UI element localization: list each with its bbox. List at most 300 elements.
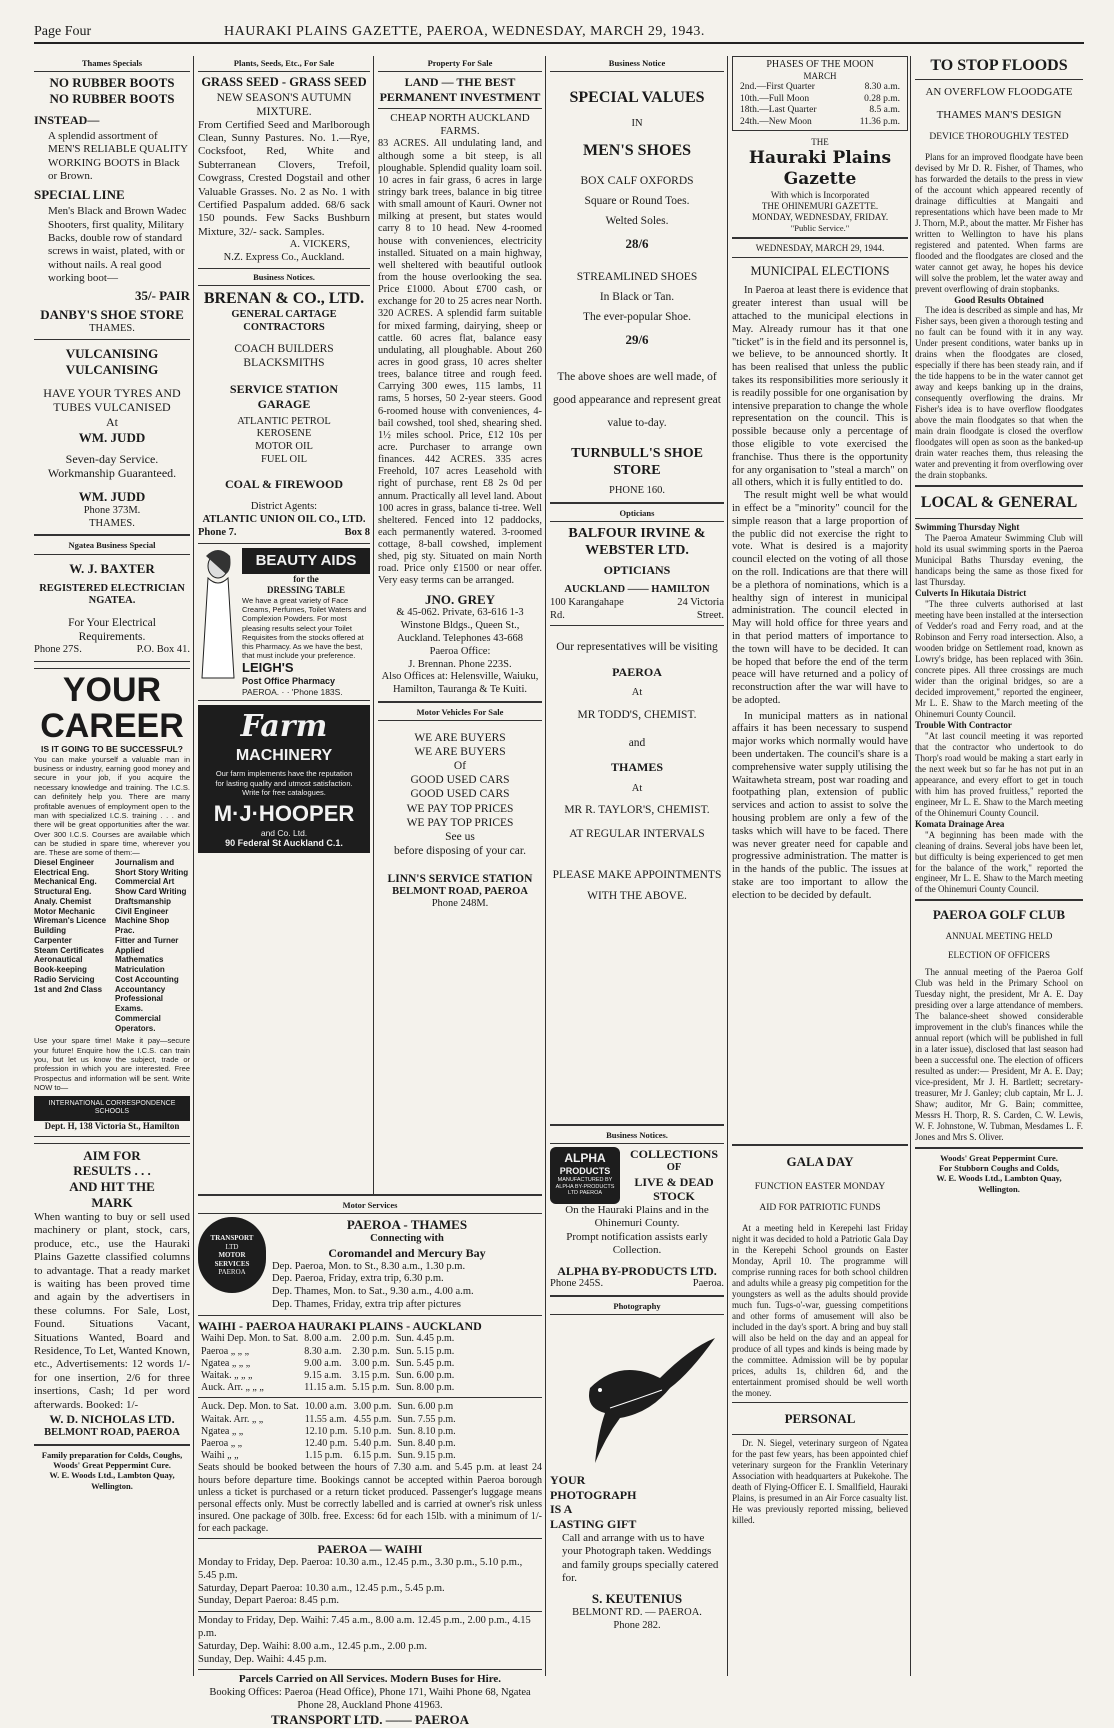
masthead-the: THE <box>811 137 829 148</box>
ad-text: On the Hauraki Plains and in the Ohinemuri County. <box>565 1204 709 1230</box>
ad-text: Of <box>453 760 467 773</box>
timetable-row <box>198 1450 459 1462</box>
ad-subhead: COAL & FIREWOOD <box>224 476 343 491</box>
ad-text: BOX CALF OXFORDS <box>580 175 694 188</box>
ad-text: Booking Offices: Paeroa (Head Office), Phone 171, Waihi Phone 68, Ngatea Phone 28, Auckland Phone 41963. <box>209 1686 531 1711</box>
moon-cell: 8.30 a.m. <box>864 82 900 93</box>
timetable-cell: 5.40 p.m. <box>353 1437 392 1449</box>
career-text: Use your spare time! Make it pay—secure your future! Enquire how the I.C.S. can train you, but let us know the subject, trade or profession in which you are interested. Free Prospectus and information will be sent. Write NOW to— <box>34 1036 190 1093</box>
timetable-cell: 2.00 p.m. <box>352 1333 390 1345</box>
advertiser-name: ALPHA BY-PRODUCTS LTD. <box>557 1263 717 1278</box>
route-sub: Connecting with <box>370 1233 444 1245</box>
page-number: Page Four <box>34 24 92 39</box>
moon-row <box>737 94 903 106</box>
route-row: Dep. Thames, Friday, extra trip after pictures <box>272 1299 461 1311</box>
course-item: Cost Accounting <box>115 974 179 984</box>
article-headline: PERSONAL <box>784 1410 856 1426</box>
divider <box>198 1397 542 1398</box>
course-item: Motor Mechanic <box>34 906 95 916</box>
ad-text: Call and arrange with us to have your Photograph taken. Weddings and family groups specially catered for. <box>562 1531 719 1584</box>
article-text: "At last council meeting it was reported that the contractor who undertook to do Thorp's road would be making a start early in the next week but so far he has not put in an appearance, and every effort to get in touch with him has proved fruitless," reported the engineer, Mr L. E. Shaw to the March meeting of the Ohinemuri County Council. <box>915 730 1083 818</box>
timetable-cell: 2.30 p.m. <box>352 1345 390 1357</box>
timetable-row <box>198 1414 459 1426</box>
article-text: In Paeroa at least there is evidence that greater interest than usual will be attached to the municipal elections in May. Already rumour has it that one "ticket" is in the field and its personnel is, we believe, to be announced shortly. It has been realised that unless the public takes its responsibilities more seriously it is readily possible for one organisation by intensive preparation to change the whole representation on the council. This is possible because only a percentage of those eligible to vote exercised the franchise. Thus there is the opportunity for any organisation to "steal a march" on all others, which it is fully entitled to do. <box>732 285 908 489</box>
course-list <box>34 858 190 1034</box>
timetable-cell: 12.40 p.m. <box>304 1437 348 1449</box>
logo-text: PAEROA <box>218 1268 246 1277</box>
column-6 <box>915 56 1083 1676</box>
course-item: Accountancy <box>115 984 166 994</box>
advertiser-address: BELMONT RD. — PAEROA. <box>572 1607 702 1619</box>
advertiser-name: LEIGH'S <box>242 660 294 676</box>
column-4-lower <box>550 1120 724 1676</box>
advertiser-name: JNO. GREY <box>424 591 496 607</box>
ad-text: MOTOR OIL <box>255 441 313 453</box>
ad-headline: NO RUBBER BOOTS <box>49 91 175 107</box>
divider <box>198 1213 542 1214</box>
advertiser-name: W. J. BAXTER <box>69 560 155 576</box>
ad-text: When wanting to buy or sell used machinery or plant, stock, cars, produce, etc., use the Hauraki Plains Gazette classified columns to advantage. That a ready market is waiting has been proved time and again by the advertisers in these columns. For Sale, Lost, Found. Situations Vacant, Situations Wanted, Board and Residence, To Let, Wanted Known, etc., Advertisements: 12 words 1/- for one insertion, 2/6 for three insertions, Cash; 1d per word afterwards. Booked: 1/- <box>34 1211 190 1411</box>
ad-text: Our farm implements have the reputation for lasting quality and utmost satisfaction. Write for free catalogues. <box>215 769 353 797</box>
location: THAMES. <box>89 517 135 529</box>
article-text: The result might well be what would in effect be a "minority" council for the simple reason that a large proportion of the public did not exercise the right to vote. What is desired is a majority council elected on the voting of all those on the roll. Indications are that there will be a plethora of nominations, which is a healthy sign of interest in municipal administration. The council elected in May will hold office for three years and in that period matters of importance to the town will have to be decided. It can be hoped that before the end of the term peace will have returned and a policy of reconstruction after the war will have to be adopted. <box>732 490 908 706</box>
timetable-cell: 11.55 a.m. <box>304 1413 347 1425</box>
advertiser-name: A. VICKERS, <box>289 239 350 251</box>
course-item: Building <box>34 926 66 936</box>
section-head: Photography <box>613 1301 661 1312</box>
ad-text: & 45-062. Private, 63-616 1-3 Winstone Bldgs., Queen St., Auckland. Telephones 43-668 <box>396 607 524 645</box>
divider <box>198 1194 542 1196</box>
moon-cell: 0.28 p.m. <box>864 93 900 104</box>
column-3 <box>378 56 542 1196</box>
timetable-cell: 3.00 p.m. <box>353 1401 392 1413</box>
course-item: Analy. Chemist <box>34 896 92 906</box>
ad-text: Seven-day Service. <box>65 451 159 466</box>
ad-headline: GRASS SEED - GRASS SEED <box>201 75 367 90</box>
divider <box>34 554 190 555</box>
article-text: At a meeting held in Kerepehi last Friday night it was decided to hold a Patriotic Gala Day in the Kerepehi School grounds on Easter Monday, April 10. The programme will comprise running races for both school children and adults while a greasy pig competition for the youngsters as well as the adults should provide much fun. Tugs-o'-war, guessing competitions and other forms of amusement will also be included in the day's sport. A bring and buy stall will also be held on the day and an appeal for produce of all types and kinds is being made by the committee. Admission will be by popular prices, adults 1s, children 6d, and the entertainment promised should be well worth the money. <box>732 1223 908 1398</box>
advertiser-name: BRENAN & CO., LTD. <box>203 290 365 308</box>
divider <box>732 1434 908 1435</box>
ad-text: Our representatives will be visiting <box>556 641 718 654</box>
route-times: Sunday, Depart Paeroa: 8.45 p.m. <box>198 1595 340 1607</box>
section-head: Business Notice <box>608 58 666 68</box>
section-head: Thames Specials <box>81 58 143 68</box>
ad-text: ATLANTIC PETROL <box>237 415 331 427</box>
ad-headline: LIVE & DEAD <box>634 1174 714 1189</box>
timetable-cell: 5.10 p.m. <box>353 1425 392 1437</box>
logo-text: LTD <box>225 1242 239 1251</box>
moon-box <box>732 56 908 131</box>
address: 100 Karangahape Rd. <box>550 596 624 621</box>
ad-text: AUCKLAND —— HAMILTON <box>564 584 710 596</box>
masthead-text: THE OHINEMURI GAZETTE. <box>761 200 879 211</box>
moon-row <box>737 117 903 129</box>
ad-text: At <box>631 782 643 794</box>
timetable-row <box>198 1333 457 1345</box>
advertiser-name: TURNBULL'S SHOE STORE <box>571 446 703 479</box>
course-item: Fitter and Turner <box>115 935 179 945</box>
divider <box>732 237 908 239</box>
divider <box>550 1143 724 1144</box>
timetable-row <box>198 1401 459 1413</box>
article-subhead: Good Results Obtained <box>954 294 1044 305</box>
divider <box>198 1611 542 1612</box>
logo-text: MOTOR SERVICES <box>214 1251 250 1268</box>
phone: Phone 7. <box>198 527 237 539</box>
farm-machinery-ad <box>198 705 370 853</box>
masthead-text: With which is Incorporated <box>770 189 870 200</box>
ad-text: for the <box>293 574 319 585</box>
divider <box>198 1538 542 1539</box>
route-row: Dep. Paeroa, Friday, extra trip, 6.30 p.m. <box>272 1273 444 1285</box>
ad-text: STREAMLINED SHOES <box>576 271 698 284</box>
timetable-row <box>198 1426 459 1438</box>
location: Paeroa. <box>692 1278 724 1290</box>
course-item: Matriculation <box>115 965 165 975</box>
timetable-cell: 8.30 a.m. <box>304 1345 342 1357</box>
course-list-b <box>115 858 190 1034</box>
timetable-cell: Sun. 8.00 p.m. <box>395 1382 455 1394</box>
route-row: Dep. Paeroa, Mon. to St., 8.30 a.m., 1.30 p.m. <box>272 1260 466 1272</box>
course-item: Applied Mathematics <box>115 945 164 965</box>
ad-headline: YOUR <box>550 1473 586 1488</box>
divider <box>550 71 724 72</box>
course-item: Electrical Eng. <box>34 867 90 877</box>
article-subhead: Culverts In Hikutaia District <box>915 588 1027 599</box>
ad-text: PLEASE MAKE APPOINTMENTS WITH THE ABOVE. <box>552 869 722 903</box>
timetable-cell: Waitak. „ „ „ <box>201 1370 253 1382</box>
timetable-row <box>198 1346 457 1358</box>
moon-cell: 18th.—Last Quarter <box>740 105 817 116</box>
ad-text: Family preparation for Colds, Coughs, Woods' Great Peppermint Cure. <box>41 1449 183 1470</box>
ad-text: Woods' Great Peppermint Cure. <box>940 1152 1058 1163</box>
ad-headline: AIM FOR <box>83 1147 141 1163</box>
phone: Phone 248M. <box>431 898 489 910</box>
course-item: Mechanical Eng. <box>34 877 97 887</box>
timetable-cell: 12.10 p.m. <box>304 1425 348 1437</box>
route-title: PAEROA - THAMES <box>346 1217 468 1233</box>
divider <box>378 108 542 109</box>
moon-month: MARCH <box>803 71 837 82</box>
divider <box>198 285 370 286</box>
alpha-logo <box>550 1147 620 1204</box>
ad-text: ATLANTIC UNION OIL CO., LTD. <box>202 514 366 526</box>
section-head: Motor Services <box>342 1200 398 1210</box>
ad-text: FUEL OIL <box>261 454 307 466</box>
course-item: Commercial Art <box>115 877 175 887</box>
po-box: Box 8 <box>344 527 370 539</box>
career-text: You can make yourself a valuable man in business or industry, earning good money and secure in your job, if you acquire the necessary knowledge and training. The I.C.S. can definitely help you. There are many profitable avenues of employment open to the man with specialized I.C.S. training . . . and there will be great opportunities after the war. Over 300 I.C.S. Courses are available which can be studied in spare time, wherever you are. These are some of them:— <box>34 754 190 858</box>
route-times <box>272 1261 542 1312</box>
ad-headline: IS A <box>550 1502 573 1517</box>
ad-headline: VULCANISING <box>65 362 159 377</box>
contact-row <box>198 527 370 540</box>
timetable-cell: 10.00 a.m. <box>304 1401 347 1413</box>
advertiser-name: WM. JUDD <box>78 429 146 445</box>
ad-text: WE PAY TOP PRICES <box>406 802 514 815</box>
divider <box>34 1444 190 1446</box>
advertiser-name: Post Office Pharmacy <box>242 675 336 686</box>
ad-headline: STOCK <box>653 1189 695 1204</box>
column-5-lower <box>732 1140 908 1676</box>
ad-text: COACH BUILDERS <box>234 343 334 356</box>
timetable-row <box>198 1382 457 1394</box>
paeroa-thames <box>198 1217 542 1311</box>
moon-title: PHASES OF THE MOON <box>766 59 874 70</box>
course-item: Wireman's Licence <box>34 916 107 926</box>
article-headline: MUNICIPAL ELECTIONS <box>750 264 890 279</box>
article-subhead: AID FOR PATRIOTIC FUNDS <box>759 1203 881 1214</box>
article-text: "The three culverts authorised at last meeting have been installed at the intersection of Vedder's road and Ferry road, and at the Robinson and Ferry road intersection. Also, a wooden bridge on Settlement road, known as Lowry's bridge, has been replaced with 36in. concrete pipes. All three crossings are much wider than the original bridges, so are a decided improvement," reported the engineer, Mr L. E. Shaw to the March meeting of the Ohinemuri County Council. <box>915 599 1083 719</box>
timetable-cell: 3.15 p.m. <box>352 1370 390 1382</box>
route-row: Dep. Thames, Mon. to Sat., 9.30 a.m., 4.00 a.m. <box>272 1286 474 1298</box>
divider <box>915 1147 1083 1149</box>
timetable-outbound <box>198 1333 457 1394</box>
ad-subhead: GENERAL CARTAGE CONTRACTORS <box>231 308 337 333</box>
advertiser-address: 90 Federal St Auckland C.1. <box>225 837 343 848</box>
ad-headline: AND HIT THE <box>69 1179 155 1195</box>
divider <box>732 257 908 258</box>
course-item: 1st and 2nd Class <box>34 984 103 994</box>
logo-text: ALPHA <box>564 1151 606 1166</box>
logo-text: PRODUCTS <box>559 1165 611 1176</box>
course-item: Radio Servicing <box>34 974 95 984</box>
moon-cell: 24th.—New Moon <box>740 116 812 127</box>
ad-text: HAVE YOUR TYRES AND TUBES VULCANISED <box>43 385 181 415</box>
divider <box>34 71 190 72</box>
course-item: Professional Exams. <box>115 994 164 1014</box>
ad-text: REGISTERED ELECTRICIAN NGATEA. <box>39 582 185 607</box>
divider <box>732 1402 908 1403</box>
column-rule <box>545 56 546 1676</box>
ad-headline: SPECIAL VALUES <box>569 89 705 107</box>
article-text: The Paeroa Amateur Swimming Club will hold its usual swimming sports in the Paeroa Municipal Baths Thursday evening, the handicaps being the same as those fixed for last Thursday. <box>915 533 1083 588</box>
career-headline: CAREER <box>40 706 184 745</box>
divider <box>378 71 542 72</box>
article-subhead: DEVICE THOROUGHLY TESTED <box>929 132 1069 143</box>
section-head: Plants, Seeds, Etc., For Sale <box>233 58 335 68</box>
article-subhead: FUNCTION EASTER MONDAY <box>754 1181 886 1192</box>
ics-address: Dept. H, 138 Victoria St., Hamilton <box>44 1120 180 1131</box>
advertiser-name: LINN'S SERVICE STATION <box>387 872 533 885</box>
timetable-cell: 5.15 p.m. <box>352 1382 390 1394</box>
phone: Phone 27S. <box>34 644 82 656</box>
newspaper-title: HAURAKI PLAINS GAZETTE, PAEROA, WEDNESDAY, MARCH 29, 1943. <box>224 24 705 39</box>
advertiser-name: and Co. Ltd. <box>260 827 308 838</box>
course-item: Draftsmanship <box>115 896 172 906</box>
article-text: Plans for an improved floodgate have been devised by Mr D. R. Fisher, of Thames, who has forwarded the details to the press in view of the account which appeared recently of drainage difficulties at Mangaiti and representations which have been made to Mr J. Thorn, M.P., about the matter. Mr Fisher has written to Wellington to have his plans registered and patented. When farms are flooded and the floodgates are closed and the water cannot get away, he hopes his device will solve the problem, let the water away and prevent overflowing of drain stopbanks. <box>915 151 1083 294</box>
advertiser-name: BALFOUR IRVINE & WEBSTER LTD. <box>568 526 706 559</box>
divider <box>198 268 370 269</box>
phone: Phone 373M. <box>83 504 141 516</box>
route-times: Monday to Friday, Dep. Waihi: 7.45 a.m., 8.00 a.m. 12.45 p.m., 2.00 p.m., 4.15 p.m. <box>198 1615 531 1640</box>
address-row <box>550 597 724 623</box>
moon-table <box>737 82 903 128</box>
divider <box>198 1315 542 1316</box>
ad-text: At <box>631 687 643 699</box>
column-rule <box>373 56 374 1196</box>
ad-text: The above shoes are well made, of good appearance and represent great value to-day. <box>553 371 721 429</box>
course-item: Steam Certificates <box>34 945 104 955</box>
beauty-ad <box>198 548 370 697</box>
ics-banner: INTERNATIONAL CORRESPONDENCE SCHOOLS <box>34 1096 190 1121</box>
course-item: Diesel Engineer <box>34 857 95 867</box>
phone: Phone 245S. <box>550 1278 604 1290</box>
page-header <box>34 20 1084 44</box>
ad-text: DRESSING TABLE <box>267 585 345 596</box>
advertiser-address: BELMONT ROAD, PAEROA <box>392 885 528 897</box>
article-headline: TO STOP FLOODS <box>930 57 1068 74</box>
column-1 <box>34 56 190 1676</box>
timetable-cell: Waihi „ „ <box>201 1450 239 1462</box>
article-text: The idea is described as simple and has, Mr Fisher says, been given a thorough testing and no fault can be found with it in any way. Under present conditions, water banks up in drains when the floodgates are closed, especially if there has been steady rain, and if the tide happens to be in the water cannot get away and keeps banking up in the drains, consequently overflowing the drains. Mr Fisher's idea is to have overflow floodgates above the main floodgates so that when the main drain floodgate is closed the overflow floodgates will open as soon as the banked-up drain water reaches them, thus releasing the water and preventing it from overflowing over the drain stopbanks. <box>915 305 1083 480</box>
timetable-cell: Sun. 6.00 p.m <box>397 1401 454 1413</box>
advertiser-location: THAMES. <box>89 323 135 335</box>
address: 24 Victoria Street. <box>677 596 724 621</box>
motor-services <box>198 1190 542 1728</box>
column-rule <box>193 56 194 1676</box>
advertiser-name: S. KEUTENIUS <box>591 1591 683 1607</box>
divider <box>915 79 1083 80</box>
ad-subhead: CHEAP NORTH AUCKLAND FARMS. <box>390 111 530 138</box>
ad-text: BLACKSMITHS <box>243 357 325 370</box>
ad-text: IN <box>631 117 643 129</box>
section-title: LOCAL & GENERAL <box>920 493 1078 511</box>
ad-text: WE ARE BUYERS <box>414 746 506 759</box>
section-head: Opticians <box>619 507 655 518</box>
ad-headline: OF <box>666 1161 682 1173</box>
ad-text: GOOD USED CARS <box>410 774 510 787</box>
timetable-cell: 1.15 p.m. <box>304 1450 343 1462</box>
ad-headline: PHOTOGRAPH <box>550 1487 637 1502</box>
ad-headline: MACHINERY <box>235 746 333 764</box>
timetable-cell: Waitak. Arr. „ „ <box>201 1413 264 1425</box>
timetable-cell: Sun. 7.55 p.m. <box>397 1413 456 1425</box>
divider <box>198 71 370 72</box>
moon-row <box>737 82 903 94</box>
ad-text: 83 ACRES. All undulating land, and although some a bit steep, is all ploughable. Splendid quality loam soil. 10 acres in fair grass, 6 acres in large stringy bark trees, balance in big titree with small amount of Kauri. Owner not milking at present, but states would carry 8 to 10 head. New 4-roomed house with conveniences, electricity installed. Situated on a main highway, well sheltered with beautiful outlook from the house overlooking the sea. Price £1000. About £700 cash, or exchange for 20 to 25 acres near North. 320 ACRES. A splendid farm suitable for mixed farming, dairying, sheep or cattle. 60 acres flat, balance easy undulating, all ploughable. About 260 acres in good grass, 10 acres shelter trees, balance titree and rough feed. Carrying 300 ewes, 115 lambs, 11 rams, 5 horses, 50 2-year steers. Good 6-roomed house with conveniences, 4-bail cowshed, tool shed, shearing shed. 1½ miles school. Price, £12 10s per acre. Purchaser to arrange own finances. 442 ACRES. 335 acres Freehold, 107 acres Leasehold with right of purchase, rent £8 2s 0d per annum. Practically all level land. About 100 acres in grass, balance ti-tree. Well sheltered. Fenced into 12 paddocks, each permanently watered. 3-roomed cottage, 8-ball cowshed, implement shed, pig sty. Situated on main North road. Price only £1500 or near offer. Very easy terms can be arranged. <box>378 138 542 587</box>
section-head: Business Notices. <box>253 271 315 282</box>
column-rule <box>727 56 728 1676</box>
ad-text: Workmanship Guaranteed. <box>47 466 177 481</box>
ad-text: From Certified Seed and Marlborough Clean, Sunny Pastures. No. 1.—Rye, Cocksfoot, Red, White and Subterranean Clovers, Trefoil, Cowgrass, Crested Dogstail and other Valuable Grasses. No. 2 as No. 1 with Certified Paspalum added. 68/6 sack 150 pounds. Few Sacks Bushburn Mixture, 32/- sack. Samples. <box>198 118 370 238</box>
course-item: Short Story Writing <box>115 867 189 877</box>
ad-text: See us <box>445 830 475 843</box>
timetable-cell: Sun. 5.15 p.m. <box>395 1345 455 1357</box>
course-item: Show Card Writing <box>115 887 187 897</box>
advertiser-name: W. D. NICHOLAS LTD. <box>49 1412 175 1427</box>
advertiser-name: M·J·HOOPER <box>213 800 355 826</box>
advertiser-address: PAEROA. · · 'Phone 183S. <box>242 686 343 697</box>
divider <box>550 1314 724 1315</box>
article-subhead: Trouble With Contractor <box>915 719 1012 730</box>
article-text: Dr. N. Siegel, veterinary surgeon of Ngatea for the past few years, has been appointed chief veterinary surgeon for the Franklin Veterinary Association with headquarters at Pukekohe. The death of Flying-Officer E. I. Smallfield, Hauraki Plains, is presumed in an Air Force casualty list. He was previously reported missing, believed killed. <box>732 1438 908 1526</box>
timetable-row <box>198 1370 457 1382</box>
course-item: Structural Eng. <box>34 887 92 897</box>
moon-cell: 10th.—Full Moon <box>740 93 810 104</box>
decorative-border <box>34 1136 190 1144</box>
course-item: Carpenter <box>34 935 72 945</box>
divider <box>550 521 724 522</box>
article-subhead: ANNUAL MEETING HELD <box>945 931 1053 942</box>
ad-text: For Stubborn Coughs and Colds, <box>938 1163 1060 1174</box>
ad-text: W. E. Woods Ltd., Lambton Quay, Wellington. <box>49 1470 175 1491</box>
career-subhead: IS IT GOING TO BE SUCCESSFUL? <box>41 744 183 755</box>
ad-text: Also Offices at: Helensville, Waiuku, Hamilton, Tauranga & Te Kuiti. <box>381 671 539 696</box>
route-times: Saturday, Dep. Waihi: 8.00 a.m., 12.45 p.m., 2.00 p.m. <box>198 1640 427 1652</box>
po-box: P.O. Box 41. <box>136 644 190 656</box>
timetable-cell: Sun. 4.45 p.m. <box>395 1333 455 1345</box>
alpha-ad <box>550 1147 724 1204</box>
article-text: The annual meeting of the Paeroa Golf Club was held in the Primary School on Tuesday night, the president, Mr A. E. Day presiding over a large attendance of members. The balance-sheet showed considerable improvement in the club's finances while the annual report (which will be published in full in a later issue), disclosed that last season had been a successful one. The election of officers resulted as under:— President, Mr A. E. Day; vice-president, Mr J. H. Bartlett; secretary-treasurer, Mr J. Ganley; club captain, Mr L. J. Shaw; auditor, Mr G. Bain; committee, Messrs H. Thorp, R. S. Carden, C. W. Lewis, W. F. Johnstone, W. Tubman, Mesdames L. F. Jones and Mrs S. Oliver. <box>915 967 1083 1142</box>
timetable-cell: Waihi Dep. Mon. to Sat. <box>201 1333 299 1345</box>
column-2 <box>198 56 370 1196</box>
timetable-cell: Sun. 9.15 p.m. <box>397 1450 456 1462</box>
timetable-cell: Ngatea „ „ <box>201 1425 244 1437</box>
career-headline: YOUR <box>62 670 162 709</box>
section-head: Property For Sale <box>427 58 493 68</box>
timetable-cell: 11.15 a.m. <box>304 1382 347 1394</box>
ad-text: J. Brennan. Phone 223S. <box>408 658 512 670</box>
ad-text: Prompt notification assists early Collection. <box>566 1230 708 1257</box>
timetable-cell: Paeroa „ „ „ <box>201 1345 250 1357</box>
timetable-cell: 4.55 p.m. <box>353 1413 392 1425</box>
ad-text: We have a great variety of Face Creams, Perfumes, Toilet Waters and Complexion Powders. For most pleasing results select your Toilet Requisites from the stocks offered at this Pharmacy. As we have the best, that must include your preference. <box>242 596 367 660</box>
ad-text: Wellington. <box>978 1183 1020 1194</box>
advertiser-address: N.Z. Express Co., Auckland. <box>223 252 345 264</box>
timetable-cell: Paeroa „ „ <box>201 1437 243 1449</box>
article-subhead: Swimming Thursday Night <box>915 522 1020 533</box>
course-item: Journalism and <box>115 857 175 867</box>
masthead-motto: "Public Service." <box>790 222 850 233</box>
ad-text: In Black or Tan. <box>599 291 675 304</box>
ad-text: KEROSENE <box>256 428 312 440</box>
article-subhead: ELECTION OF OFFICERS <box>947 950 1050 961</box>
course-item: Book-keeping <box>34 965 87 975</box>
divider <box>915 485 1083 487</box>
ad-text: MR R. TAYLOR'S, CHEMIST. <box>564 804 710 817</box>
masthead-text: MONDAY, WEDNESDAY, FRIDAY. <box>751 211 889 222</box>
ad-text: District Agents: <box>250 501 318 513</box>
decorative-border <box>34 661 190 669</box>
ad-text: WE PAY TOP PRICES <box>406 816 514 829</box>
ad-subhead: NEW SEASON'S AUTUMN MIXTURE. <box>216 91 352 118</box>
divider <box>550 625 724 626</box>
price: 35/- PAIR <box>134 287 190 303</box>
ad-text: AT REGULAR INTERVALS <box>569 828 705 841</box>
divider <box>550 1124 724 1126</box>
advertiser-name: DANBY'S SHOE STORE <box>40 307 184 323</box>
course-item: Commercial Operators. <box>115 1013 161 1033</box>
divider <box>198 1669 542 1670</box>
ad-text: before disposing of your car. <box>394 844 526 857</box>
article-headline: GALA DAY <box>786 1154 854 1169</box>
price: 29/6 <box>625 332 649 348</box>
ad-headline: MARK <box>91 1195 133 1211</box>
divider <box>550 502 724 504</box>
column-5 <box>732 56 908 1196</box>
route-times: Monday to Friday, Dep. Paeroa: 10.30 a.m., 12.45 p.m., 3.30 p.m., 5.10 p.m., 5.45 p.m. <box>198 1557 523 1581</box>
timetable-cell: 8.00 a.m. <box>304 1333 342 1345</box>
ad-text: Welted Soles. <box>605 215 669 228</box>
timetable-cell: Auck. Dep. Mon. to Sat. <box>201 1401 299 1413</box>
timetable-cell: 3.00 p.m. <box>352 1357 390 1369</box>
route-times: Saturday, Depart Paeroa: 10.30 a.m., 12.45 p.m., 5.45 p.m. <box>198 1582 445 1594</box>
course-item: Aeronautical <box>34 955 83 965</box>
ad-headline: COLLECTIONS <box>629 1147 719 1162</box>
divider <box>34 534 190 536</box>
